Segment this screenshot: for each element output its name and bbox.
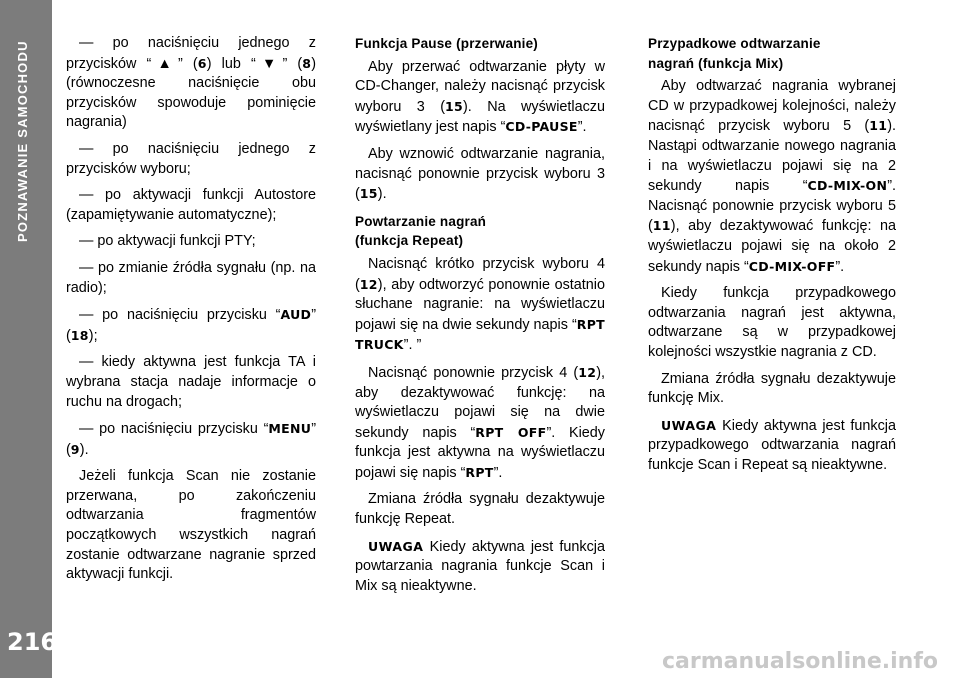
heading: Powtarzanie nagrań [355,213,487,229]
heading: Funkcja Pause (przerwanie) [355,36,539,51]
sidebar [0,0,58,678]
paragraph: — kiedy aktywna jest funkcja TA i wybrana stacja nadaje informacje o ruchu na drogach; [66,354,316,410]
paragraph: — po aktywacji funkcji PTY; [79,233,256,250]
text: ). [377,186,387,203]
button-ref: 18 [70,327,89,343]
text: Kiedy aktywna jest funkcja przypadkowego odtwarzania nagrań funkcje Scan i Repeat są nieaktywne. [648,417,896,473]
paragraph [355,145,605,205]
display-label: RPT TRUCK [355,316,605,353]
paragraph: Kiedy funkcja przypadkowego odtwarzania nagrań jest aktywna, odtwarzane są w przypadkowej kolejności wszystkie nagrania z CD. [648,285,896,360]
text: ). Na wyświetlaczu wyświetlany jest napis “ [355,98,605,136]
paragraph: — po naciśnięciu jednego z przycisków wyboru; [66,140,316,177]
section-title: POZNAWANIE SAMOCHODU [15,40,30,242]
text: ”. Nacisnąć ponownie przycisk wyboru 5 ( [648,178,896,235]
text: — po naciśnięciu przycisku “ [79,421,269,438]
text: ) (równoczesne naciśnięcie obu przycisków spowoduje pominięcie nagrania) [66,55,316,131]
paragraph [66,34,316,133]
text: Aby przerwać odtwarzanie płyty w CD-Changer, należy nacisnąć przycisk wyboru 3 ( [355,58,605,115]
paragraph [355,255,605,356]
text: Nacisnąć ponownie przycisk 4 ( [368,364,579,381]
display-label: CD-PAUSE [505,119,578,135]
paragraph [648,77,896,277]
button-ref: 12 [578,364,597,380]
paragraph: — po aktywacji funkcji Autostore (zapamiętywanie automatyczne); [66,187,316,223]
arrow-up-icon: ▲ [151,55,178,72]
paragraph: — po zmianie źródła sygnału (np. na radio); [66,259,316,296]
paragraph [66,419,316,460]
text: ”. ” [403,337,422,354]
column-3 [648,34,896,482]
page-number: 216 [7,628,58,656]
paragraph [355,58,605,138]
column-2 [355,34,605,603]
text: ”. [577,119,587,136]
arrow-down-icon: ▼ [255,55,283,72]
text: — po naciśnięciu przycisku “ [79,307,281,324]
button-ref: 9 [70,441,80,457]
warning-note [355,537,605,597]
text: ) lub “ [206,55,256,72]
text: Kiedy aktywna jest funkcja powtarzania nagrania funkcje Scan i Mix są nieaktywne. [355,538,605,594]
display-label: AUD [280,307,312,323]
text: ”. [835,258,845,275]
text: ” ( [66,307,316,344]
text: — po naciśnięciu jednego z przycisków “ [66,35,316,72]
heading: (funkcja Repeat) [355,233,464,249]
text: ). Nastąpi odtwarzanie nowego nagrania i na wyświetlaczu pojawi się na 2 sekundy napis “ [648,118,896,195]
button-ref: 6 [197,55,207,71]
paragraph: Zmiana źródła sygnału dezaktywuje funkcję Repeat. [355,491,605,528]
text: Aby wznowić odtwarzanie nagrania, nacisnąć ponownie przycisk wyboru 3 ( [355,145,605,203]
display-label: RPT OFF [475,424,547,440]
display-label: RPT [465,464,494,480]
text: ), aby odtworzyć ponownie ostatnio słuchane nagranie: na wyświetlaczu pojawi się na dwie sekundy napis “ [355,276,605,333]
text: ” ( [66,421,316,458]
column-1 [66,34,316,592]
button-ref: 15 [445,98,464,114]
display-label: CD-MIX-OFF [748,258,836,274]
heading: Przypadkowe odtwarzanie [648,36,821,51]
paragraph: Jeżeli funkcja Scan nie zostanie przerwana, po zakończeniu odtwarzania fragmentów początkowych wszystkich nagrań zostanie odtwarzane nagranie sprzed aktywacji funkcji. [66,468,316,583]
text: ). [79,441,89,458]
warning-label: UWAGA [661,417,717,433]
paragraph [66,305,316,346]
display-label: MENU [268,421,312,437]
text: ), aby dezaktywować funkcję: na wyświetlaczu pojawi się na dwie sekundy napis “ [355,364,605,441]
button-ref: 15 [359,186,378,202]
text: Nacisnąć krótko przycisk wyboru 4 ( [355,255,605,293]
button-ref: 11 [652,218,671,234]
text: ”. Kiedy funkcja jest aktywna na wyświetlaczu pojawi się napis “ [355,424,605,481]
text: Aby odtwarzać nagrania wybranej CD w przypadkowej kolejności, należy nacisnąć przycisk wyboru 5 ( [648,78,896,135]
text: ” ( [177,55,198,72]
display-label: CD-MIX-ON [807,178,888,194]
button-ref: 8 [302,55,312,71]
text: ), aby dezaktywować funkcję: na wyświetlaczu pojawi się na około 2 sekundy napis “ [648,218,896,275]
warning-note [648,416,896,476]
paragraph: Zmiana źródła sygnału dezaktywuje funkcję Mix. [648,370,896,407]
paragraph [355,363,605,484]
button-ref: 12 [359,276,378,292]
text: ); [88,327,98,344]
text: ”. [493,464,503,481]
button-ref: 11 [869,118,888,134]
watermark: carmanualsonline.info [662,649,938,674]
text: ” ( [282,55,303,72]
warning-label: UWAGA [368,538,424,554]
heading: nagrań (funkcja Mix) [648,55,784,71]
